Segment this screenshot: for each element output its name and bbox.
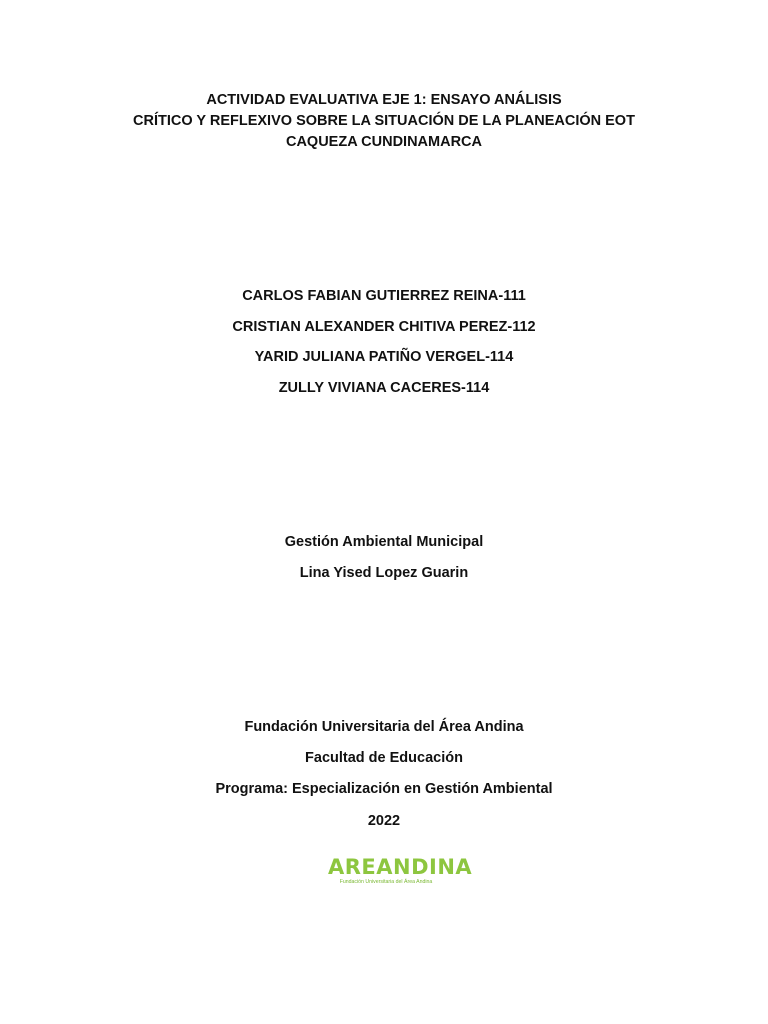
course-name: Gestión Ambiental Municipal <box>284 534 484 550</box>
areandina-logo <box>328 855 473 890</box>
author-1: CARLOS FABIAN GUTIERREZ REINA-111 <box>242 288 526 304</box>
author-2: CRISTIAN ALEXANDER CHITIVA PEREZ-112 <box>232 319 536 335</box>
title-line-3: CAQUEZA CUNDINAMARCA <box>285 134 482 150</box>
title-line-2: CRÍTICO Y REFLEXIVO SOBRE LA SITUACIÓN DE LA PLANEACIÓN EOT <box>133 113 635 129</box>
year: 2022 <box>367 813 401 829</box>
institution-name: Fundación Universitaria del Área Andina <box>244 719 524 735</box>
faculty-name: Facultad de Educación <box>305 750 463 766</box>
logo-tagline: Fundación Universitaria del Área Andina <box>339 879 433 885</box>
teacher-name: Lina Yised Lopez Guarin <box>299 565 469 581</box>
author-3: YARID JULIANA PATIÑO VERGEL-114 <box>254 349 514 365</box>
author-4: ZULLY VIVIANA CACERES-114 <box>278 380 490 396</box>
program-name: Programa: Especialización en Gestión Ambiental <box>215 781 553 797</box>
logo-wordmark: AREANDINA <box>328 855 473 879</box>
title-line-1: ACTIVIDAD EVALUATIVA EJE 1: ENSAYO ANÁLISIS <box>206 92 562 108</box>
